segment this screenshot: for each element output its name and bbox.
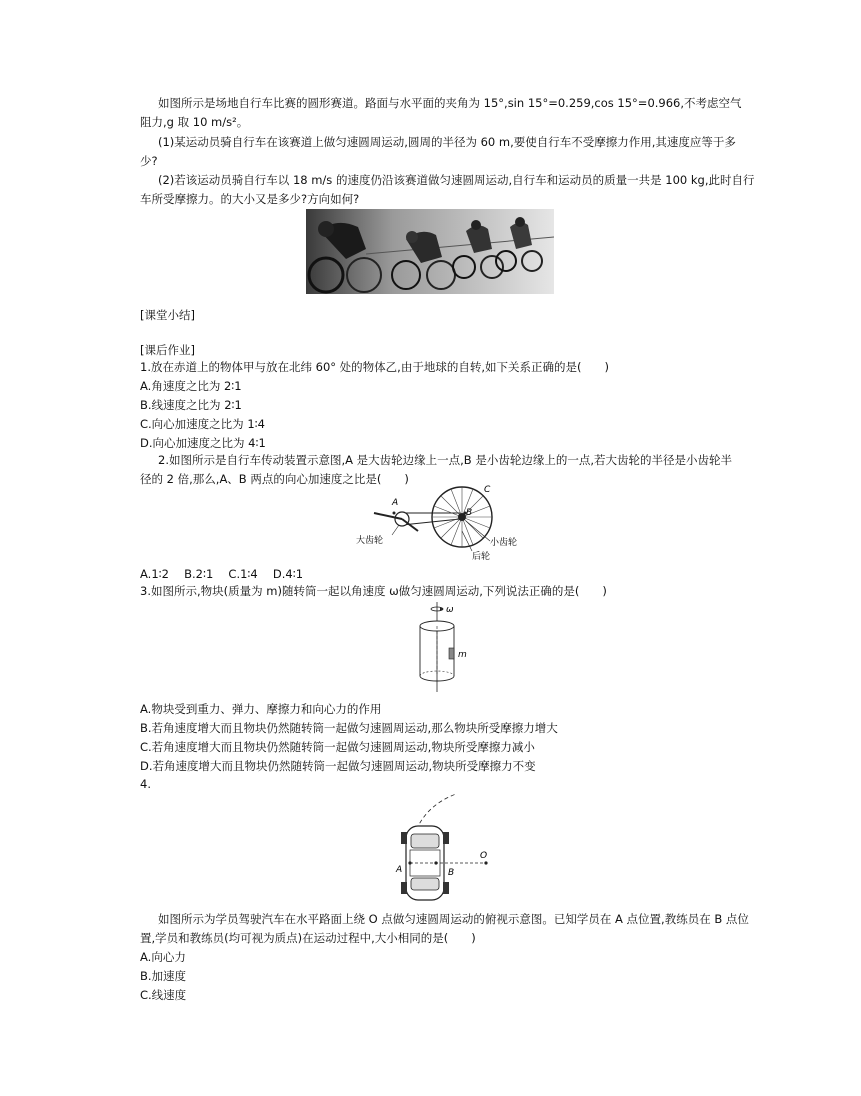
cyclists-photo bbox=[306, 209, 554, 294]
q1-option-a: A.角速度之比为 2∶1 bbox=[140, 379, 242, 393]
problem-intro-line2: 阻力,g 取 10 m/s²。 bbox=[140, 115, 249, 129]
q1-option-b: B.线速度之比为 2∶1 bbox=[140, 398, 242, 412]
fig2-label-b: B bbox=[466, 508, 473, 518]
fig2-label-big-gear: 大齿轮 bbox=[356, 536, 384, 546]
q3-option-c: C.若角速度增大而且物块仍然随转筒一起做匀速圆周运动,物块所受摩擦力减小 bbox=[140, 740, 535, 754]
q4-option-c: C.线速度 bbox=[140, 988, 187, 1002]
fig2-label-small-gear: 小齿轮 bbox=[490, 538, 518, 548]
fig2-label-c: C bbox=[484, 485, 491, 495]
homework-heading: [课后作业] bbox=[140, 343, 195, 357]
q3-option-b: B.若角速度增大而且物块仍然随转筒一起做匀速圆周运动,那么物块所受摩擦力增大 bbox=[140, 721, 558, 735]
car-top-view-diagram bbox=[386, 792, 496, 904]
fig2-label-a: A bbox=[392, 498, 399, 508]
q2-stem-line2: 径的 2 倍,那么,A、B 两点的向心加速度之比是( ) bbox=[140, 472, 409, 486]
fig2-label-rear-wheel: 后轮 bbox=[472, 552, 491, 562]
summary-heading: [课堂小结] bbox=[140, 308, 195, 322]
problem-q1-line1: (1)某运动员骑自行车在该赛道上做匀速圆周运动,圆周的半径为 60 m,要使自行车不受摩擦力作用,其速度应等于多 bbox=[158, 135, 736, 149]
q1-option-c: C.向心加速度之比为 1∶4 bbox=[140, 417, 265, 431]
block-shape bbox=[449, 648, 454, 659]
q3-option-a: A.物块受到重力、弹力、摩擦力和向心力的作用 bbox=[140, 702, 382, 716]
problem-intro-line1: 如图所示是场地自行车比赛的圆形赛道。路面与水平面的夹角为 15°,sin 15°=0.259,cos 15°=0.966,不考虑空气 bbox=[158, 96, 742, 110]
fig3-label-omega: ω bbox=[446, 605, 454, 615]
fig3-label-m: m bbox=[458, 650, 467, 660]
q4-stem-line2: 置,学员和教练员(均可视为质点)在运动过程中,大小相同的是( ) bbox=[140, 931, 476, 945]
fig4-label-b: B bbox=[448, 868, 455, 878]
rotating-cylinder-diagram bbox=[412, 600, 482, 692]
fig4-label-a: A bbox=[396, 865, 403, 875]
bicycle-transmission-diagram bbox=[352, 483, 532, 563]
q2-stem-line1: 2.如图所示是自行车传动装置示意图,A 是大齿轮边缘上一点,B 是小齿轮边缘上的一点,若大齿轮的半径是小齿轮半 bbox=[158, 453, 733, 467]
problem-q2-line1: (2)若该运动员骑自行车以 18 m/s 的速度仍沿该赛道做匀速圆周运动,自行车和运动员的质量一共是 100 kg,此时自行 bbox=[158, 173, 755, 187]
q1-option-d: D.向心加速度之比为 4∶1 bbox=[140, 436, 266, 450]
q4-number: 4. bbox=[140, 777, 151, 791]
q1-stem: 1.放在赤道上的物体甲与放在北纬 60° 处的物体乙,由于地球的自转,如下关系正确的是( ) bbox=[140, 360, 609, 374]
problem-q2-line2: 车所受摩擦力。的大小又是多少?方向如何? bbox=[140, 192, 360, 206]
q4-option-a: A.向心力 bbox=[140, 950, 186, 964]
q3-stem: 3.如图所示,物块(质量为 m)随转筒一起以角速度 ω做匀速圆周运动,下列说法正确的是( ) bbox=[140, 584, 607, 598]
q2-options: A.1∶2 B.2∶1 C.1∶4 D.4∶1 bbox=[140, 567, 304, 581]
fig4-label-o: O bbox=[480, 851, 488, 861]
q3-option-d: D.若角速度增大而且物块仍然随转筒一起做匀速圆周运动,物块所受摩擦力不变 bbox=[140, 759, 536, 773]
q4-option-b: B.加速度 bbox=[140, 969, 187, 983]
q4-stem-line1: 如图所示为学员驾驶汽车在水平路面上绕 O 点做匀速圆周运动的俯视示意图。已知学员在 A 点位置,教练员在 B 点位 bbox=[158, 912, 749, 926]
problem-q1-line2: 少? bbox=[140, 154, 158, 168]
